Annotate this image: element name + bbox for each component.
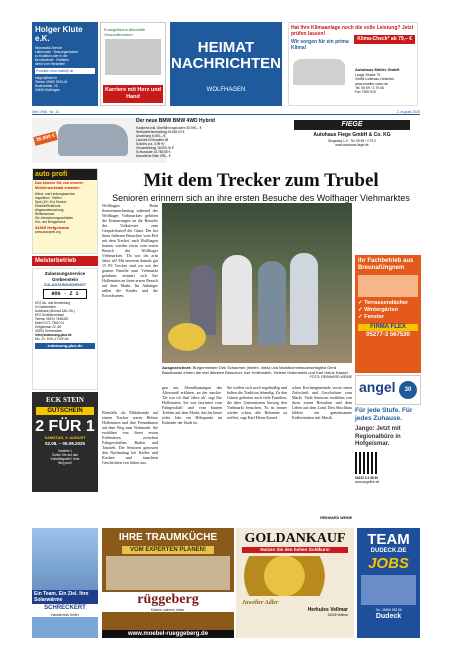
article-col-2: Ebenfalls als Mitfahrende auf einem Trecker waren Helene Hollenstein und ihre Freundinnen auf dem Weg zum Viehmarkt. Sie erzählten von ihren ersten Erlebnissen zwischen Fahrgeschäften, Buden und Tanzzelt. Die Senioren genossen den Nachmittag bei Kaffee und Kuchen und tauschten Geschichten von früher aus. [102, 410, 158, 465]
person-4 [290, 253, 318, 345]
klima-title: Hat Ihre Klimaanlage noch die volle Leistung? Jetzt prüfen lassen! [291, 25, 414, 37]
article-photo [162, 203, 352, 363]
gold-coins-image [242, 556, 348, 596]
autoprofi-title: auto profi [33, 169, 97, 180]
fachbetrieb-ad[interactable] [355, 255, 421, 373]
left-ad-column [32, 168, 98, 492]
person-3 [258, 261, 286, 345]
zul-hours: Mo.–Fr. 9:00–17:00 Uhr [35, 337, 69, 341]
article-headline: Mit dem Trecker zum Trubel [143, 170, 379, 191]
team-image [361, 575, 416, 605]
angel-badge: 30 [399, 381, 417, 399]
jobs-text: Jango: Jetzt mit Regionalbüro in Hofgeismar. [355, 426, 401, 447]
ruggeberg-name: rüggeberg [102, 592, 234, 608]
ruggeberg-tag: Küchen, wohnen, leben. [102, 608, 234, 612]
fach-item-3: ✓ Fenster [358, 314, 385, 320]
logo-line2: NACHRICHTEN [171, 55, 281, 72]
mueller-addr: Lange Straße 75 34466 Lollersau-Geiselsb. www.mueller-volvo.de Tel. 05 69 / 3 79 66 Fax 7959 915 [355, 73, 395, 95]
ad-row-2 [32, 118, 420, 163]
eck-title: ECK STEIN [46, 396, 84, 404]
gold-phone: 34346 Vellmar [327, 613, 348, 617]
altenhilfe-photo [105, 39, 161, 75]
photo-credit: FOTO: REINHARD WEINE [309, 375, 352, 379]
mueller-company: Autohaus Müller GmbH [355, 67, 400, 72]
team-name: Dudeck [375, 613, 402, 620]
schreckert-ad[interactable] [32, 528, 98, 638]
solar-image [32, 528, 98, 590]
fach-image [358, 275, 418, 297]
logo-line1: HEIMAT [197, 39, 255, 56]
article-col-4: Sie treffen sich noch regelmäßig und halten die Tradition lebendig. Zu den Gästen gehörten auch viele Familien, die über Generationen hinweg den Viehmarkt besuchen. 'Es ist immer wieder schön, alte Bekannte zu treffen', sagt Karl Heinz Kassel. [227, 385, 287, 420]
holger-bold: Produkte: bear-matik@.de [35, 68, 95, 74]
ruggeberg-title: IHRE TRAUMKÜCHE [118, 532, 218, 543]
kitchen-image [106, 556, 230, 590]
team-title: TEAM [367, 531, 410, 548]
caption-text: Bürgermeister Dirk Schaumer (hinten, links) und Marktkommissionsmitglied Gerd Bandlowski ehrten die drei ältesten Besucher: Ilse Hollenstein, Helene Hollenstein und Karl Heinz Kassel. [162, 365, 349, 375]
main-article [102, 170, 420, 204]
schreckert-title: Ein Team. Ein Ziel. Ihre Solarwärme [32, 590, 98, 604]
zul-email[interactable]: info@zulassung-plus.de [35, 333, 72, 337]
issue-date: 2. August 2025 [396, 110, 420, 114]
zul-title: Zulassungsservice Grebenstein [44, 271, 86, 282]
gold-title: GOLDANKAUF [244, 531, 346, 546]
fiege-url[interactable]: www.autohaus-fiege.de [335, 143, 369, 147]
fiege-ad[interactable] [284, 118, 420, 163]
article-subline: Senioren erinnern sich an ihre ersten Besuche des Wolfhager Viehmarktes [112, 193, 410, 203]
article-author: REINHARD WEINE [320, 516, 352, 520]
eck-date: SAMSTAG, 9. AUGUST [44, 436, 86, 440]
holger-name: Holger Klute e.K. [35, 25, 83, 43]
bmw-title: Der neue BMW BMW 4WD Hybrid [136, 118, 215, 124]
autoprofi-phone: 34369 Hofgeismar [35, 225, 70, 230]
gold-sub: Nutzen Sie den hohen Goldkurs! [242, 547, 348, 553]
autoprofi-sub: Das können Sie von unserer Meisterwerkstatt erwarten: [35, 181, 84, 190]
holger-contact: holger@klutel.fr Telefon 05692 9924-61 Burkhardtstr. 26 34466 Wolfhagen [35, 76, 68, 92]
caption-bold: Ausgezeichnet: [162, 365, 192, 370]
jobs-phone: 03222 3 4 56 90 [355, 475, 379, 480]
autoprofi-ad[interactable] [32, 168, 98, 254]
photo-caption [162, 365, 352, 380]
zul-lines: KFZ-Ab- und Anmeldung in Grebenstein Autohaus (Ahmad-1&K-Gb.) KFZ-Schilderverkauf Telefon 05674 7466420 Mobil 0171 7361074 Hofgeismar 22, 66 34393 Grebenstein [35, 301, 75, 333]
article-col-3: gen aus Abendlausungen das Altersmaß erklären, an der meckte. 'Da war ich fünf Jahre alt', sagt Ilse Hollenstein. Sie war fasziniert vom Fahrgeschäft und vom bunten Treiben auf dem Markt, das bis heute jedes Jahr ein Höhepunkt im Kalender der Stadt ist. [162, 385, 222, 425]
angel-logo: angel [359, 379, 396, 395]
goldankauf-ad[interactable] [236, 528, 354, 638]
autoprofi-url[interactable]: www.autoprofi.org [35, 230, 61, 234]
fach-item-2: ✓ Wintergärten [358, 307, 399, 313]
bmw-car-image [58, 124, 128, 156]
autoprofi-list: Klima- und Lenkungsservice Inspektion · Reifen Spot (10+-Eo) Service Elektrik/Elektronik Abgasuntersuchung Reifenservice Kfz-Versicherungsschäden Hol- und Bringservice [35, 192, 76, 224]
holger-lines: Mikromatik-Service Lattenroste · Bossorganisation zu Koalition oder in der Berufsschule · Rolläden direkt vom Hersteller! [35, 46, 79, 66]
dudeck-jobs-ad[interactable] [357, 528, 420, 638]
right-ad-column [355, 255, 421, 484]
bmw-lines: Kaufpreis inkl. Überführungskosten 35.990,– € Nettodarlehensbetrag 28.665,00 € Anzahlung 6.000,– € Laufzeit in Monaten 48 Sollzins p.a. 3,99 % Gesamtbetrag 18.000,00 € Schlussrate 16.783,55 € Monatliche Rate 299,– € [136, 126, 202, 158]
team-phone: Tel.: 05606 983 88 [375, 608, 402, 612]
zulassung-ad[interactable] [32, 268, 98, 390]
altenhilfe-ad[interactable] [100, 22, 166, 106]
fiege-name: Autohaus Fiege GmbH & Co. KG [313, 132, 391, 138]
ruggeberg-sub: VOM EXPERTEN PLANEN! [122, 546, 214, 554]
article-col-5: schen Kirchengemeinde sowie einen Zeitschrift und Geschichten vom Markt. Viele Senioren erzählten von ihren ersten Besuchen und dem Leben auf dem Land. Den Abschluss bildete ein gemeinsames Kaffeetrinken mit Musik. [292, 385, 352, 420]
meisterbetrieb-banner: Meisterbetrieb [32, 256, 98, 266]
ruggeberg-ad[interactable] [102, 528, 234, 638]
flowers [168, 323, 206, 351]
issue-number: Seit 1998 · Nr. 31 [32, 110, 60, 114]
jede-stufe-slogan: Für jede Stufe. Für jedes Zuhause. [355, 407, 413, 422]
bmw-details [136, 118, 276, 163]
eck-lines: Vomfeld 1 Sollen Sie auf das Kartoffelgratin? Kein Weg dort! [50, 449, 80, 465]
klima-sub: Wir sorgen für ein prima Klima! [291, 39, 349, 51]
gold-brand: Juwelier Adler [242, 600, 279, 606]
ruggeberg-url[interactable]: www.moebel-rueggeberg.de [102, 630, 234, 638]
zul-url[interactable]: zulassung-plus.de [35, 343, 95, 349]
holger-klute-ad[interactable] [32, 22, 98, 106]
zul-sub: ZULASSUNGSDIENST [43, 282, 87, 287]
fiege-addr: Dingsweg 1-3 · Tel. 05 69 / 3 79-0 [328, 139, 376, 143]
career-banner: Karriere mit Herz und Hand [103, 85, 163, 103]
fach-item-1: ✓ Terrassendächer [358, 300, 409, 306]
angel-ad[interactable] [355, 375, 421, 405]
klima-badge: Klima-Check* ab 79,– € [354, 35, 415, 44]
schreckert-sub: Haustechnik GmbH [32, 613, 98, 617]
altenhilfe-org: Evangelische Altenhilfe Gesundbrunnen [104, 27, 146, 37]
eck-big: 2 FÜR 1 [35, 418, 95, 435]
jobs-qr [355, 452, 377, 474]
eck-voucher: GUTSCHEIN [36, 407, 94, 415]
fach-flex: FIRMA FLEX [358, 324, 418, 331]
jobs-url[interactable]: www.angelfire.de [355, 479, 380, 484]
zul-plate: HOG · Z 1 [43, 289, 87, 299]
bmw-price-badge: 35.990 € [33, 131, 58, 146]
logo-sub: WOLFHAGEN [206, 87, 246, 93]
klima-ad[interactable] [288, 22, 418, 106]
schreckert-name: SCHRECKERT [32, 604, 98, 613]
date-bar [32, 109, 420, 115]
team-sub: DUDECK.DE [370, 548, 407, 554]
fach-phone: 05277-3 567530 [366, 332, 410, 338]
article-col-1: Wolfhagen – Beim Seniorennachmittag während des Wolfhager Viehmarktes gehören die Erinnerungen an die Besuche des Volksfestes zum Gesprächsstoff der Gäste. Der bei ihren früheren Besuchen 'vom Hof mit dem Trecker' nach Wolfhagen kamen, wurden etwas vom ersten Besuch des Wolfhager Viehmarktes. 'Da war ich acht Jahre alt! Mit unserem damals gut 15 PS Trecker sind wir mit der ganzen Familie zum Viehmarkt gefahren, erinnert sich Ilse Hollenstein an ihren ersten Besuch auf dem Markt. Im Anhänger saßen die Kinder und die Erwachsenen. [102, 203, 158, 298]
eckstein-ad[interactable] [32, 392, 98, 492]
car-icon [293, 59, 345, 85]
eck-dates: 02.08. – 05.08.2025 [44, 441, 86, 446]
gold-addr: Herkules Vellmar [307, 607, 348, 613]
person-2 [222, 255, 252, 345]
team-jobs: JOBS [368, 555, 409, 572]
newspaper-logo[interactable] [170, 22, 282, 106]
fach-title: Ihr Fachbetrieb aus Breuna/Ungnem [358, 258, 414, 271]
fiege-logo: FIEGE [294, 120, 410, 130]
